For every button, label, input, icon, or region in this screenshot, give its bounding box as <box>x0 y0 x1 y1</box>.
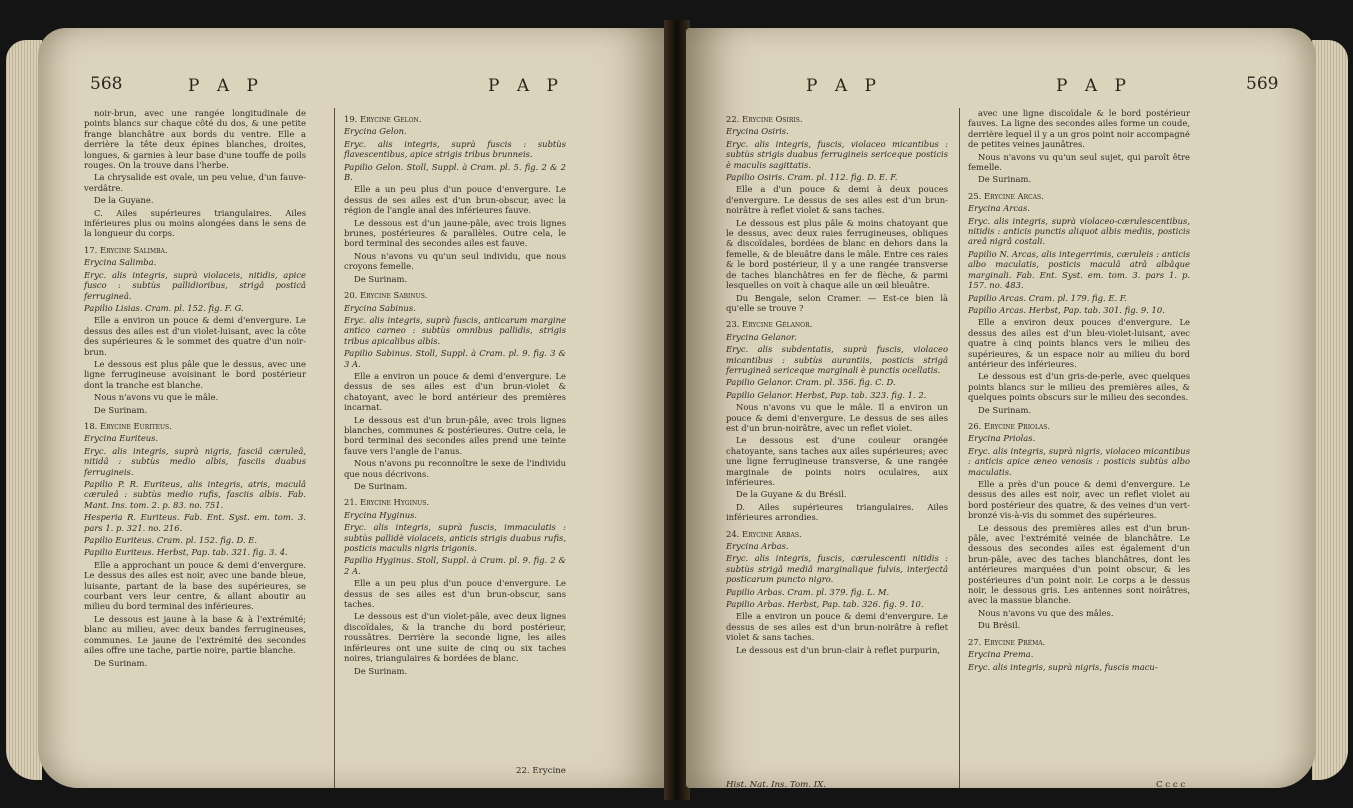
column-divider <box>334 108 335 788</box>
latin-diagnosis: Erycina Hyginus. <box>344 509 418 520</box>
page-edges-right <box>1312 40 1348 780</box>
paragraph: Le dessous est d'un brun-clair à reflet purpurin, <box>736 644 941 655</box>
paragraph: Le dessous est plus pâle & moins chatoyant que le dessus, avec deux raies ferrugineuses, obliques & discoïdales, bordées de blanc en dehors dans la femelle, & de bleuâtre dans le mâle. Entre ces raies & le bord postérieur, il y a une rangée transverse de taches blanchâtres en fer de flèche, & parmi lesquelles on voit à chaque aile un œil bleuâtre. <box>726 217 948 291</box>
latin-diagnosis: Papilio Euriteus. Cram. pl. 152. fig. D. E. <box>84 535 258 546</box>
paragraph: Elle a environ un pouce & demi d'envergure. Le dessus de ses ailes est d'un brun-violet & chatoyant, avec le bord antérieur des premières incarnat. <box>344 370 566 413</box>
paragraph: Le dessous est plus pâle que le dessus, avec une ligne ferrugineuse avoisinant le bord postérieur dont la tranche est blanche. <box>84 358 306 390</box>
paragraph: Le dessous est d'un gris-de-perle, avec quelques points blancs sur le milieu des premières ailes, & quelques points obscurs sur le milieu des secondes. <box>968 371 1190 403</box>
latin-diagnosis: Eryc. alis integris, suprà fuscis, anticarum margine antico carneo : subtùs omnibus pallidis, strigis tribus apicalibus albis. <box>344 314 566 346</box>
species-heading: 26. Erycine Priolas. <box>968 420 1051 431</box>
paragraph: Le dessous est d'un brun-pâle, avec trois lignes blanches, communes & postérieures. Outre cela, le bord terminal des secondes ailes prend une teinte fauve vers l'angle de l'anus. <box>344 414 566 456</box>
latin-diagnosis: Erycina Euriteus. <box>84 433 159 444</box>
latin-diagnosis: Eryc. alis subdentatis, suprà fuscis, violaceo micantibus : subtùs aurantiis, posticis strigâ ferrugineâ sericeque marginali è punctis ocellatis. <box>726 344 948 375</box>
species-heading: 27. Erycine Préma. <box>968 636 1046 647</box>
paragraph: Le dessous est d'une couleur orangée chatoyante, sans taches aux ailes supérieures; avec une ligne ferrugineuse transverse, & une rangée marginale de points noirs oculaires, aux inférieures. <box>726 435 948 487</box>
paragraph: Du Brésil. <box>978 620 1021 631</box>
paragraph: De Surinam. <box>978 174 1032 185</box>
paragraph: Nous n'avons vu qu'un seul individu, que nous croyons femelle. <box>344 250 566 272</box>
paragraph: Le dessous des premières ailes est d'un brun-pâle, avec l'extrémité veinée de blanchâtre. Le dessous des secondes ailes est également d'un brun-pâle, avec des taches blanchâtres, dont les antérieures marquées d'un point obscur, & les postérieures d'un point noir. Le corps a le dessus noir, le dessous gris. Les antennes sont noirâtres, avec la massue blanche. <box>968 522 1190 606</box>
latin-diagnosis: Erycina Gelanor. <box>726 331 797 342</box>
paragraph: De Surinam. <box>354 273 408 284</box>
latin-diagnosis: Papilio Gelanor. Herbst, Pap. tab. 323. fig. 1. 2. <box>726 389 927 400</box>
paragraph: avec une ligne discoïdale & le bord postérieur fauves. La ligne des secondes ailes forme un coude, derrière lequel il y a un gros point noir accompagné de petites veines jaunâtres. <box>968 108 1190 150</box>
latin-diagnosis: Eryc. alis integris, suprà fuscis : subtùs flavescentibus, apice strigis tribus brunneis. <box>344 138 566 160</box>
running-head-right-col2: P A P <box>1056 76 1132 96</box>
latin-diagnosis: Papilio P. R. Euriteus, alis integris, atris, maculâ cæruleâ : subtùs medio rufis, fasciis albis. Fab. Mant. Ins. tom. 2. p. 83. no. 751. <box>84 479 306 510</box>
paragraph: De Surinam. <box>978 404 1032 415</box>
paragraph: Elle a environ deux pouces d'envergure. Le dessus des ailes est d'un bleu-violet-luisant, avec quatre à cinq points blancs vers le milieu des supérieures, & un espace noir au milieu du bord antérieur des inférieures. <box>968 317 1190 369</box>
latin-diagnosis: Papilio Arcas. Herbst, Pap. tab. 301. fig. 9. 10. <box>968 304 1165 315</box>
paragraph: De Surinam. <box>94 404 148 415</box>
latin-diagnosis: Eryc. alis integris, suprà violaceo-cærulescentibus, nitidis : anticis punctis aliquot albis mediis, posticis areâ nigrâ costali. <box>968 215 1190 247</box>
paragraph: Elle a environ un pouce & demi d'envergure. Le dessus des ailes est d'un violet-luisant, avec la côte des supérieures & le sommet des quatre d'un noir-brun. <box>84 315 306 357</box>
paragraph: Le dessous est d'un jaune-pâle, avec trois lignes brunes, postérieures & parallèles. Outre cela, le bord terminal des secondes ailes est fauve. <box>344 217 566 249</box>
latin-diagnosis: Eryc. alis integris, fuscis, cærulescenti nitidis : subtùs strigâ mediâ marginalique fulvis, interjectâ posticarum puncto nigro. <box>726 553 948 585</box>
species-heading: 23. Erycine Gélanor. <box>726 319 813 330</box>
paragraph: Le dessous est jaune à la base & à l'extrémité; blanc au milieu, avec deux bandes ferrugineuses, communes. Le jaune de l'extrémité des secondes ailes offre une tache, partie noire, partie blanche. <box>84 613 306 656</box>
species-heading: 24. Erycine Arbas. <box>726 528 802 539</box>
species-heading: 21. Erycine Hyginus. <box>344 497 430 508</box>
latin-diagnosis: Erycina Arcas. <box>968 203 1030 214</box>
latin-diagnosis: Eryc. alis integris, suprà nigris, violaceo micantibus : anticis apice æneo venosis : posticis subtùs albo maculatis. <box>968 445 1190 477</box>
left-page-column-1 <box>84 108 306 670</box>
species-heading: 18. Erycine Euriteus. <box>84 420 172 431</box>
paragraph: Nous n'avons vu que des mâles. <box>978 607 1114 618</box>
paragraph: De Surinam. <box>354 665 408 676</box>
latin-diagnosis: Papilio Sabinus. Stoll, Suppl. à Cram. pl. 9. fig. 3 & 3 A. <box>344 348 566 369</box>
left-page <box>38 28 668 788</box>
latin-diagnosis: Papilio Hyginus. Stoll, Suppl. à Cram. pl. 9. fig. 2 & 2 A. <box>344 555 566 576</box>
latin-diagnosis: Eryc. alis integris, fuscis, violaceo micantibus : subtùs strigis duabus ferrugineis sericeque posticis è maculis sagittatis. <box>726 138 948 170</box>
paragraph: Du Bengale, selon Cramer. — Est-ce bien là qu'elle se trouve ? <box>726 292 948 313</box>
latin-diagnosis: Eryc. alis integris, suprà nigris, fasciâ cæruleâ, nitidâ : subtùs medio albis, fasciis duabus ferrugineis. <box>84 445 306 477</box>
latin-diagnosis: Erycina Osiris. <box>726 126 789 137</box>
left-page-column-2 <box>344 108 566 678</box>
latin-diagnosis: Erycina Salimba. <box>84 257 157 268</box>
paragraph: Elle a près d'un pouce & demi d'envergure. Le dessus des ailes est noir, avec un reflet violet au bord postérieur des quatre, & des veines d'un vert-bronzé vis-à-vis du sommet des supérieures. <box>968 479 1190 521</box>
catchword: 22. Erycine <box>516 766 566 776</box>
paragraph: C. Ailes supérieures triangulaires. Ailes inférieures plus ou moins alongées dans le sens de la longueur du corps. <box>84 207 306 239</box>
running-head-left-col2: P A P <box>488 76 564 96</box>
running-head-left-col1: P A P <box>188 76 264 96</box>
paragraph: Elle a approchant un pouce & demi d'envergure. Le dessus des ailes est noir, avec une bande bleue, luisante, partant de la base des supérieures, se courbant vers leur centre, & allant aboutir au milieu du bord terminal des inférieures. <box>84 559 306 612</box>
paragraph: Le dessous est d'un violet-pâle, avec deux lignes discoïdales, & la tranche du bord postérieur, roussâtres. Derrière la seconde ligne, les ailes inférieures ont une suite de cinq ou six taches noires, triangulaires & bordées de blanc. <box>344 611 566 664</box>
paragraph: Nous n'avons vu qu'un seul sujet, qui paroît être femelle. <box>968 151 1190 173</box>
paragraph: De Surinam. <box>94 657 148 668</box>
latin-diagnosis: Papilio Lisias. Cram. pl. 152. fig. F. G. <box>84 302 244 313</box>
paragraph: Nous n'avons vu que le mâle. <box>94 392 219 403</box>
latin-diagnosis: Eryc. alis integris, suprà nigris, fuscis macu- <box>968 661 1158 672</box>
right-page-column-2 <box>968 108 1190 674</box>
paragraph: noir-brun, avec une rangée longitudinale de points blancs sur chaque côté du dos, & une petite frange blanchâtre aux bords du ventre. Elle a derrière la tête deux épines blanches, droites, longues, & garnies à leur base d'une touffe de poils rouges. On la trouve dans l'herbe. <box>84 108 306 171</box>
paragraph: Elle a d'un pouce & demi à deux pouces d'envergure. Le dessus de ses ailes est d'un brun-noirâtre à reflet violet & sans taches. <box>726 184 948 216</box>
latin-diagnosis: Hesperia R. Euriteus. Fab. Ent. Syst. em. tom. 3. pars 1. p. 321. no. 216. <box>84 512 306 533</box>
latin-diagnosis: Erycina Prema. <box>968 649 1034 660</box>
latin-diagnosis: Erycina Priolas. <box>968 433 1036 444</box>
page-number-left: 568 <box>90 74 123 94</box>
latin-diagnosis: Papilio Euriteus. Herbst, Pap. tab. 321. fig. 3. 4. <box>84 547 288 558</box>
latin-diagnosis: Papilio N. Arcas, alis integerrimis, cæruleis : anticis albo maculatis, posticis maculâ atrâ albâque marginali. Fab. Ent. Syst. em. tom. 3. pars 1. p. 157. no. 483. <box>968 248 1190 291</box>
paragraph: La chrysalide est ovale, un peu velue, d'un fauve-verdâtre. <box>84 172 306 193</box>
latin-diagnosis: Erycina Sabinus. <box>344 302 416 313</box>
paragraph: Nous n'avons pu reconnoître le sexe de l'individu que nous décrivons. <box>344 458 566 479</box>
page-number-right: 569 <box>1246 74 1279 94</box>
latin-diagnosis: Erycina Gelon. <box>344 126 407 137</box>
right-page <box>686 28 1316 788</box>
species-heading: 22. Erycine Osiris. <box>726 114 803 124</box>
latin-diagnosis: Papilio Osiris. Cram. pl. 112. fig. D. E. F. <box>726 172 898 183</box>
latin-diagnosis: Papilio Arbas. Cram. pl. 379. fig. L. M. <box>726 586 890 597</box>
species-heading: 19. Erycine Gelon. <box>344 114 422 124</box>
latin-diagnosis: Papilio Gelon. Stoll, Suppl. à Cram. pl. 5. fig. 2 & 2 B. <box>344 161 566 183</box>
paragraph: De la Guyane. <box>94 195 154 206</box>
latin-diagnosis: Eryc. alis integris, suprà violaceis, nitidis, apice fusco : subtùs pallidioribus, strigâ posticâ ferrugineâ. <box>84 269 306 301</box>
latin-diagnosis: Eryc. alis integris, suprà fuscis, immaculatis : subtùs pallidè violaceis, anticis strigis duabus rufis, posticis maculis nigris trigonis. <box>344 522 566 554</box>
paragraph: Elle a un peu plus d'un pouce d'envergure. Le dessus de ses ailes est d'un brun-obscur, avec la région de l'angle anal des inférieures fauve. <box>344 184 566 216</box>
paragraph: Elle a environ un pouce & demi d'envergure. Le dessus de ses ailes est d'un brun-noirâtre à reflet violet & sans taches. <box>726 611 948 643</box>
species-heading: 20. Erycine Sabinus. <box>344 290 428 301</box>
right-page-column-1 <box>726 108 948 657</box>
paragraph: Elle a un peu plus d'un pouce d'envergure. Le dessus de ses ailes est d'un brun-obscur, sans taches. <box>344 578 566 610</box>
paragraph: D. Ailes supérieures triangulaires. Ailes inférieures arrondies. <box>726 501 948 523</box>
latin-diagnosis: Papilio Arcas. Cram. pl. 179. fig. E. F. <box>968 292 1127 303</box>
latin-diagnosis: Papilio Arbas. Herbst, Pap. tab. 326. fig. 9. 10. <box>726 599 924 610</box>
latin-diagnosis: Papilio Gelanor. Cram. pl. 356. fig. C. D. <box>726 377 896 388</box>
page-edges-left <box>6 40 42 780</box>
signature-mark: C c c c <box>1156 780 1186 788</box>
running-head-right-col1: P A P <box>806 76 882 96</box>
latin-diagnosis: Erycina Arbas. <box>726 541 789 552</box>
paragraph: De la Guyane & du Brésil. <box>736 489 847 500</box>
paragraph: De Surinam. <box>354 481 408 491</box>
paragraph: Nous n'avons vu que le mâle. Il a environ un pouce & demi d'envergure. Le dessus de ses ailes est d'un brun-noirâtre, avec un reflet violet. <box>726 402 948 433</box>
footer-title: Hist. Nat. Ins. Tom. IX. <box>726 780 827 788</box>
species-heading: 25. Erycine Arcas. <box>968 190 1044 201</box>
column-divider <box>959 108 960 788</box>
species-heading: 17. Erycine Salimba. <box>84 244 168 255</box>
